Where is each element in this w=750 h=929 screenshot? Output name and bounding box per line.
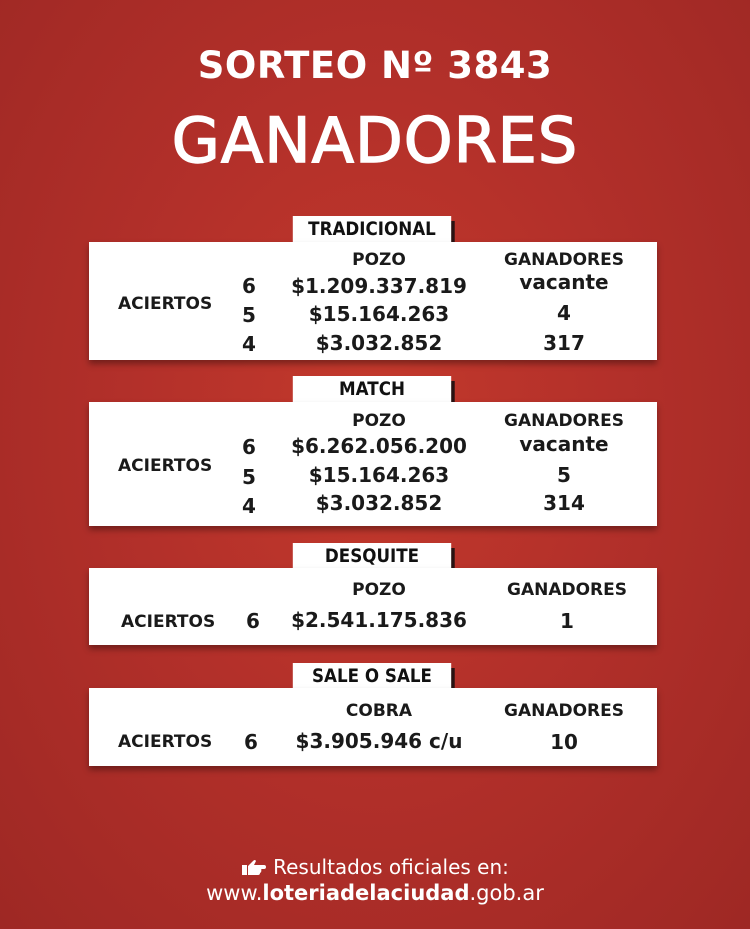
sale-col-cobra: COBRA — [345, 701, 413, 721]
tradicional-aciertos: ACIERTOS — [118, 294, 213, 314]
match-col-pozo: POZO — [352, 411, 406, 431]
match-winners-4: 314 — [543, 491, 585, 515]
tradicional-hits-5: 5 — [242, 303, 256, 327]
desquite-col-pozo: POZO — [352, 580, 406, 600]
ganadores-title: GANADORES — [171, 104, 579, 177]
pointing-hand-icon — [241, 855, 267, 879]
desquite-aciertos: ACIERTOS — [121, 612, 216, 632]
match-hits-6: 6 — [242, 435, 256, 459]
match-pozo-5: $15.164.263 — [308, 463, 450, 487]
desquite-panel — [89, 568, 657, 645]
sale-hits: 6 — [244, 730, 258, 754]
desquite-winners: 1 — [560, 609, 574, 633]
sale-col-ganadores: GANADORES — [503, 701, 624, 721]
tradicional-winners-6: vacante — [519, 270, 609, 294]
tradicional-col-ganadores: GANADORES — [503, 250, 624, 270]
footer-url[interactable] — [0, 881, 750, 905]
match-hits-4: 4 — [242, 494, 256, 518]
desquite-hits: 6 — [246, 609, 260, 633]
tradicional-pozo-4: $3.032.852 — [315, 331, 443, 355]
tradicional-col-pozo: POZO — [352, 250, 406, 270]
sale-aciertos: ACIERTOS — [118, 732, 213, 752]
tradicional-hits-6: 6 — [242, 274, 256, 298]
sale-label: SALE O SALE — [293, 663, 451, 689]
sale-winners: 10 — [550, 730, 578, 754]
match-panel — [89, 402, 657, 526]
url-prefix: www. — [206, 881, 263, 905]
desquite-pozo: $2.541.175.836 — [291, 608, 467, 632]
tradicional-panel — [89, 242, 657, 360]
match-pozo-4: $3.032.852 — [315, 491, 443, 515]
sale-cobra: $3.905.946 c/u — [295, 729, 463, 753]
tradicional-winners-5: 4 — [557, 301, 571, 325]
sale-panel — [89, 688, 657, 766]
match-col-ganadores: GANADORES — [503, 411, 624, 431]
footer-text: Resultados oficiales en: — [273, 855, 509, 879]
match-hits-5: 5 — [242, 465, 256, 489]
tradicional-pozo-5: $15.164.263 — [308, 302, 450, 326]
tradicional-pozo-6: $1.209.337.819 — [291, 274, 467, 298]
match-label: MATCH — [293, 376, 451, 402]
desquite-label: DESQUITE — [293, 543, 451, 569]
tradicional-winners-4: 317 — [543, 331, 585, 355]
desquite-col-ganadores: GANADORES — [506, 580, 627, 600]
match-winners-6: vacante — [519, 432, 609, 456]
footer-line1 — [0, 855, 750, 879]
url-domain: loteriadelaciudad — [262, 881, 470, 905]
tradicional-label: TRADICIONAL — [293, 216, 451, 242]
match-aciertos: ACIERTOS — [118, 456, 213, 476]
match-pozo-6: $6.262.056.200 — [291, 434, 467, 458]
sorteo-title: SORTEO Nº 3843 — [197, 44, 553, 87]
url-suffix: .gob.ar — [469, 881, 544, 905]
tradicional-hits-4: 4 — [242, 332, 256, 356]
match-winners-5: 5 — [557, 463, 571, 487]
